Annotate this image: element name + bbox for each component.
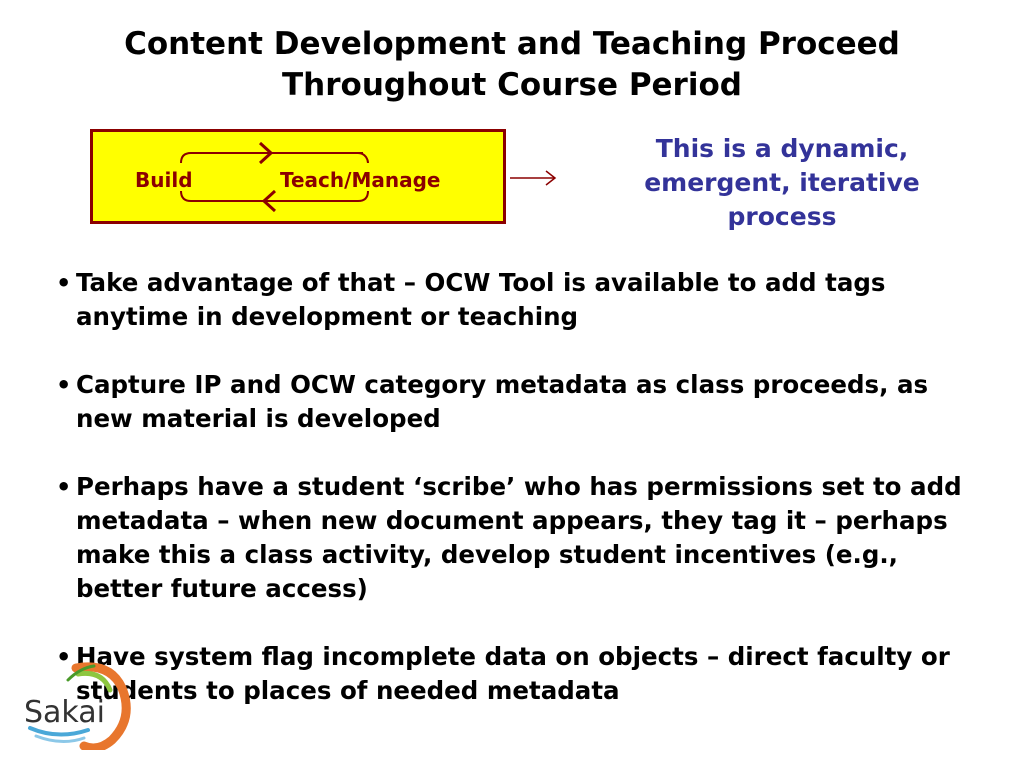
bullet-list xyxy=(56,266,966,742)
build-teach-cycle-diagram xyxy=(90,129,506,224)
build-label: Build xyxy=(135,168,193,192)
bullet-text: Have system flag incomplete data on objects – direct faculty or students to places of needed metadata xyxy=(76,642,950,705)
bullet-text: Capture IP and OCW category metadata as class proceeds, as new material is developed xyxy=(76,370,929,433)
slide-title xyxy=(40,24,984,106)
callout-line-1: This is a dynamic, xyxy=(655,134,909,163)
callout-line-3: process xyxy=(727,202,837,231)
bullet-icon: • xyxy=(56,269,72,297)
process-callout xyxy=(602,132,962,234)
title-line-1: Content Development and Teaching Proceed xyxy=(124,26,900,62)
bullet-item xyxy=(56,266,966,334)
bullet-icon: • xyxy=(56,371,72,399)
title-line-2: Throughout Course Period xyxy=(282,67,742,103)
bullet-item xyxy=(56,470,966,606)
bullet-text: Perhaps have a student ‘scribe’ who has permissions set to add metadata – when new document appears, they tag it – perhaps make this a class activity, develop student incentives (e.g., better future access) xyxy=(76,472,962,603)
bullet-item xyxy=(56,640,966,708)
sakai-logo xyxy=(18,660,138,750)
bullet-icon: • xyxy=(56,473,72,501)
sakai-logo-text: Sakai xyxy=(24,695,105,730)
teach-manage-label: Teach/Manage xyxy=(280,168,441,192)
bullet-item xyxy=(56,368,966,436)
bullet-icon: • xyxy=(56,643,72,671)
right-arrow-icon xyxy=(508,166,558,190)
callout-line-2: emergent, iterative xyxy=(644,168,920,197)
bullet-text: Take advantage of that – OCW Tool is available to add tags anytime in development or teaching xyxy=(76,268,886,331)
